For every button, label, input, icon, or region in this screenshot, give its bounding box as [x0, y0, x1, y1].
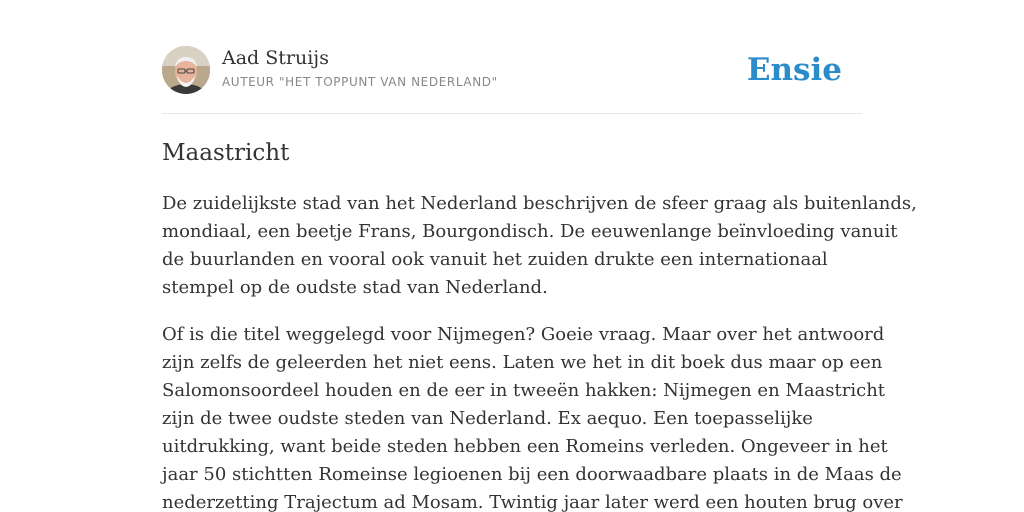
article-body — [162, 190, 917, 512]
text-line: jaar 50 stichtten Romeinse legioenen bij een doorwaadbare plaats in de Maas de — [162, 464, 902, 485]
text-line: Of is die titel weggelegd voor Nijmegen? Goeie vraag. Maar over het antwoord — [162, 324, 885, 345]
text-line: mondiaal, een beetje Frans, Bourgondisch. De eeuwenlange beïnvloeding vanuit — [162, 221, 898, 242]
text-line: zijn zelfs de geleerden het niet eens. Laten we het in dit boek dus maar op een — [162, 352, 883, 373]
text-line: Salomonsoordeel houden en de eer in tweeën hakken: Nijmegen en Maastricht — [162, 380, 886, 401]
text-line: nederzetting Trajectum ad Mosam. Twintig jaar later werd een houten brug over — [162, 492, 903, 512]
text-line: De zuidelijkste stad van het Nederland beschrijven de sfeer graag als buitenlands, — [162, 193, 917, 214]
article-title: Maastricht — [162, 140, 290, 166]
paragraph-2 — [162, 321, 903, 512]
author-photo-icon — [162, 46, 210, 94]
header-divider — [162, 113, 862, 114]
author-header — [162, 46, 862, 96]
text-line: de buurlanden en vooral ook vanuit het zuiden drukte een internationaal — [162, 249, 828, 270]
text-line: zijn de twee oudste steden van Nederland. Ex aequo. Een toepasselijke — [162, 408, 813, 429]
author-subtitle: AUTEUR "HET TOPPUNT VAN NEDERLAND" — [222, 75, 498, 89]
author-avatar[interactable] — [162, 46, 210, 94]
paragraph-1 — [162, 190, 917, 302]
author-name[interactable]: Aad Struijs — [222, 47, 329, 69]
text-line: stempel op de oudste stad van Nederland. — [162, 277, 548, 298]
text-line: uitdrukking, want beide steden hebben een Romeins verleden. Ongeveer in het — [162, 436, 888, 457]
ensie-logo[interactable]: Ensie — [746, 52, 842, 88]
